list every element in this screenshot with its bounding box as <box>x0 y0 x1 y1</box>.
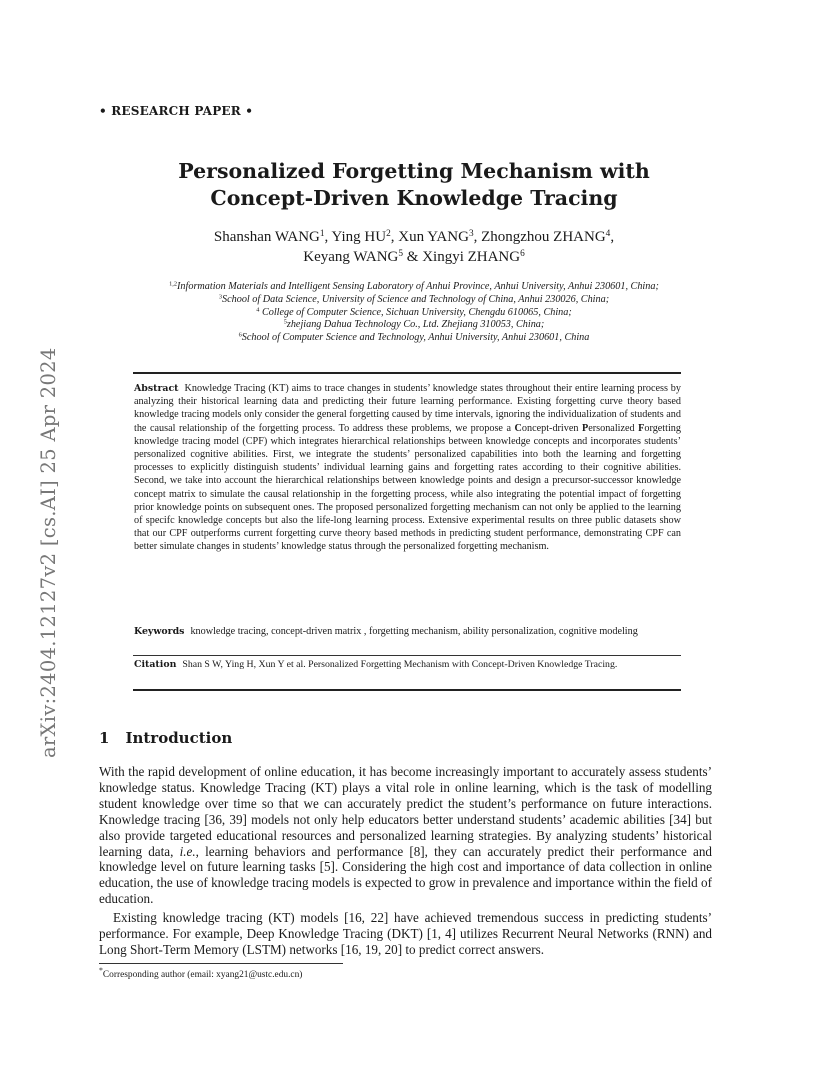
abstract-block: Abstract Knowledge Tracing (KT) aims to trace changes in students’ knowledge states throughout their entire learning process by analyzing their historical learning data and predicting their future learning performance. Existing forgetting curve theory based knowledge tracing models only consider the general forgetting caused by time intervals, ignoring the individualization of students and the causal relationship of the forgetting process. To address these problems, we propose a Concept-driven Personalized Forgetting knowledge tracing model (CPF) which integrates hierarchical relationships between knowledge concepts and incorporates students’ personalized cognitive abilities. First, we integrate the students’ personalized capabilities into both the learning and forgetting processes to explicitly distinguish students’ individual learning gains and forgetting rates according to their cognitive abilities. Second, we take into account the hierarchical relationships between knowledge points and design a precursor-successor knowledge concept matrix to simulate the causal relationship in the forgetting process, while also integrating the potential impact of forgetting prior knowledge points on subsequent ones. The proposed personalized forgetting mechanism can not only be applied to the learning of specifc knowledge concepts but also the life-long learning process. Extensive experimental results on three public datasets show that our CPF outperforms current forgetting curve theory based methods in predicting student performance, demonstrating CPF can better simulate changes in students’ knowledge status through the personalized forgetting mechanism. <box>134 383 681 553</box>
affiliations <box>0 281 828 345</box>
abstract-top-rule <box>133 372 681 374</box>
footnote-text: Corresponding author (email: xyang21@ustc.edu.cn) <box>102 970 303 981</box>
citation-label: Citation <box>134 659 177 670</box>
abstract-label: Abstract <box>134 383 179 394</box>
title-line-2: Concept-Driven Knowledge Tracing <box>210 186 618 210</box>
citation-divider <box>133 655 681 656</box>
author-list <box>0 227 828 267</box>
author-name: Xingyi ZHANG <box>422 249 521 265</box>
section-heading <box>99 729 232 747</box>
abstract-bottom-rule <box>133 689 681 691</box>
author-name: Shanshan WANG <box>213 229 320 245</box>
author-affil-mark: 4 <box>605 228 611 239</box>
author-name: Zhongzhou ZHANG <box>481 229 606 245</box>
affiliation-line: $^3$School of Data Science, University of Science and Technology of China, Anhui 230026, China; <box>218 293 610 305</box>
arxiv-sidebar-stamp: arXiv:2404.12127v2 [cs.AI] 25 Apr 2024 <box>37 347 60 758</box>
citation-text: Shan S W, Ying H, Xun Y et al. Personalized Forgetting Mechanism with Concept-Driven Knowledge Tracing. <box>182 659 618 670</box>
keywords-block <box>134 625 681 638</box>
footnote-mark: * <box>99 966 103 975</box>
footnote <box>99 966 302 980</box>
author-affil-mark: 5 <box>398 248 404 259</box>
section-number: 1 <box>99 729 110 747</box>
author-line-2: Keyang WANG$^5$ & Xingyi ZHANG$^6$ <box>303 248 525 265</box>
title-line-1: Personalized Forgetting Mechanism with <box>178 159 650 183</box>
footnote-rule <box>99 963 343 964</box>
affiliation-line: $^{1,2}$Information Materials and Intelligent Sensing Laboratory of Anhui Province, Anhui University, Anhui 230601, China; <box>169 280 659 292</box>
author-affil-mark: 6 <box>520 248 525 259</box>
intro-paragraph-1: With the rapid development of online education, it has become increasingly important to accurately assess students’ knowledge status. Knowledge Tracing (KT) plays a vital role in online learning, which is the task of modelling student knowledge over time so that we can accurately predict the student’s performance on future interactions. Knowledge tracing [36, 39] models not only help educators better understand students’ academic abilities [34] but also provide targeted educational resources and personalized learning strategies. By analyzing students’ historical learning data, i.e., learning behaviors and performance [8], they can accurately predict their performance and knowledge level on future learning tasks [5]. Considering the high cost and importance of data collection in online education, the use of knowledge tracing models is expected to grow in prevalence and importance within the field of education. <box>99 764 712 907</box>
author-line-1: Shanshan WANG$^1$, Ying $HU^2$, Xun YANG$^3$, Zhongzhou ZHANG$^4$, <box>213 228 615 245</box>
intro-paragraph-2: Existing knowledge tracing (KT) models [16, 22] have achieved tremendous success in predicting students’ performance. For example, Deep Knowledge Tracing (DKT) [1, 4] utilizes Recurrent Neural Networks (RNN) and Long Short-Term Memory (LSTM) networks [16, 19, 20] to predict correct answers. <box>99 910 712 957</box>
author-affil-mark: 2 <box>386 228 391 239</box>
author-name: Ying HU <box>331 229 387 245</box>
section-title: Introduction <box>125 729 233 747</box>
affiliation-line: $^5$zhejiang Dahua Technology Co., Ltd. Zhejiang 310053, China; <box>283 318 545 331</box>
author-affil-mark: 1 <box>319 228 325 239</box>
paper-title <box>0 158 828 212</box>
keywords-text: knowledge tracing, concept-driven matrix , forgetting mechanism, ability personalization, cognitive modeling <box>190 626 638 637</box>
author-name: Xun YANG <box>398 229 469 245</box>
affiliation-line: $^6$School of Computer Science and Technology, Anhui University, Anhui 230601, China <box>238 331 590 344</box>
author-name: Keyang WANG <box>303 249 399 265</box>
author-affil-mark: 3 <box>468 228 474 239</box>
paper-type-tag: • RESEARCH PAPER • <box>99 104 254 118</box>
affiliation-line: $^4$ College of Computer Science, Sichuan University, Chengdu 610065, China; <box>256 306 572 318</box>
citation-block <box>134 659 681 672</box>
keywords-label: Keywords <box>134 626 185 637</box>
